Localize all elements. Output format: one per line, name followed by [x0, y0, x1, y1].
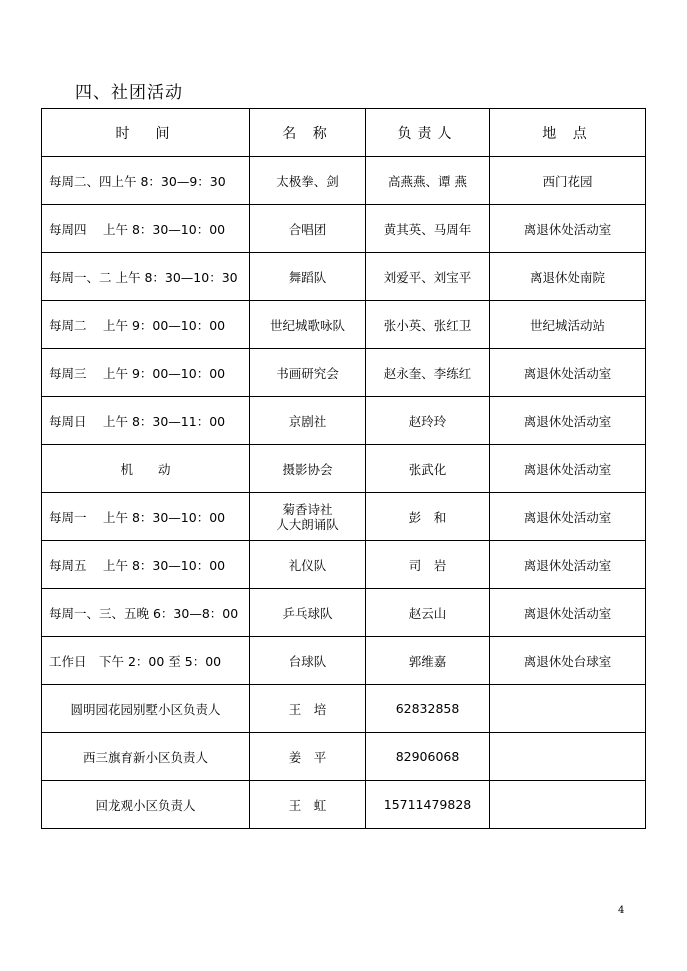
contact-row: [42, 781, 646, 829]
table-row: [42, 397, 646, 445]
club-name-cell: 摄影协会: [250, 445, 366, 493]
leader-cell: 黄其英、马周年: [366, 205, 490, 253]
club-name-cell: 太极拳、剑: [250, 157, 366, 205]
club-name-cell: 台球队: [250, 637, 366, 685]
contact-label-cell: 回龙观小区负责人: [42, 781, 250, 829]
time-cell: 机 动: [42, 445, 250, 493]
time-cell: 每周日 上午 8：30—11：00: [42, 397, 250, 445]
leader-cell: 张武化: [366, 445, 490, 493]
leader-cell: 司 岩: [366, 541, 490, 589]
contact-row: [42, 685, 646, 733]
leader-cell: 赵云山: [366, 589, 490, 637]
contact-phone-cell: 15711479828: [366, 781, 490, 829]
leader-cell: 刘爱平、刘宝平: [366, 253, 490, 301]
place-cell: 离退休处活动室: [490, 589, 646, 637]
table-row: [42, 157, 646, 205]
club-name-cell: 世纪城歌咏队: [250, 301, 366, 349]
time-cell: 每周二 上午 9：00—10：00: [42, 301, 250, 349]
club-name-cell: 乒乓球队: [250, 589, 366, 637]
leader-cell: 彭 和: [366, 493, 490, 541]
contact-label-cell: 西三旗育新小区负责人: [42, 733, 250, 781]
place-cell: 离退休处活动室: [490, 397, 646, 445]
table-row: [42, 253, 646, 301]
page-number: 4: [618, 905, 625, 916]
leader-cell: 赵玲玲: [366, 397, 490, 445]
contact-name-cell: 姜 平: [250, 733, 366, 781]
empty-cell: [490, 685, 646, 733]
club-name-cell: 礼仪队: [250, 541, 366, 589]
club-activities-table: [41, 108, 646, 829]
header-place: 地 点: [490, 109, 646, 157]
club-name-cell: 京剧社: [250, 397, 366, 445]
contact-phone-cell: 62832858: [366, 685, 490, 733]
header-leader: 负责人: [366, 109, 490, 157]
club-name-cell: 合唱团: [250, 205, 366, 253]
contact-name-cell: 王 培: [250, 685, 366, 733]
time-cell: 每周五 上午 8：30—10：00: [42, 541, 250, 589]
table-row: [42, 349, 646, 397]
place-cell: 离退休处活动室: [490, 541, 646, 589]
empty-cell: [490, 781, 646, 829]
club-name-cell: [250, 493, 366, 541]
time-cell: 每周一、二 上午 8：30—10：30: [42, 253, 250, 301]
place-cell: 离退休处活动室: [490, 205, 646, 253]
contact-phone-cell: 82906068: [366, 733, 490, 781]
contact-label-cell: 圆明园花园别墅小区负责人: [42, 685, 250, 733]
club-name-cell: 舞蹈队: [250, 253, 366, 301]
contact-name-cell: 王 虹: [250, 781, 366, 829]
table-row: [42, 205, 646, 253]
section-title: 四、社团活动: [75, 83, 183, 103]
leader-cell: 郭维嘉: [366, 637, 490, 685]
empty-cell: [490, 733, 646, 781]
header-name: 名 称: [250, 109, 366, 157]
table-header-row: [42, 109, 646, 157]
club-name-line: 菊香诗社: [282, 501, 333, 517]
place-cell: 世纪城活动站: [490, 301, 646, 349]
time-cell: 每周二、四上午 8：30—9：30: [42, 157, 250, 205]
table-row: [42, 541, 646, 589]
place-cell: 离退休处活动室: [490, 493, 646, 541]
time-cell: 每周一、三、五晚 6：30—8：00: [42, 589, 250, 637]
place-cell: 离退休处台球室: [490, 637, 646, 685]
place-cell: 西门花园: [490, 157, 646, 205]
table-row: [42, 589, 646, 637]
header-time: 时 间: [42, 109, 250, 157]
time-cell: 每周三 上午 9：00—10：00: [42, 349, 250, 397]
time-cell: 每周一 上午 8：30—10：00: [42, 493, 250, 541]
table-row: [42, 445, 646, 493]
time-cell: 每周四 上午 8：30—10：00: [42, 205, 250, 253]
time-cell: 工作日 下午 2：00 至 5：00: [42, 637, 250, 685]
club-name-cell: 书画研究会: [250, 349, 366, 397]
place-cell: 离退休处南院: [490, 253, 646, 301]
place-cell: 离退休处活动室: [490, 445, 646, 493]
place-cell: 离退休处活动室: [490, 349, 646, 397]
leader-cell: 赵永奎、李练红: [366, 349, 490, 397]
contact-row: [42, 733, 646, 781]
leader-cell: 高燕燕、谭 燕: [366, 157, 490, 205]
table-row: [42, 301, 646, 349]
leader-cell: 张小英、张红卫: [366, 301, 490, 349]
table-row: [42, 637, 646, 685]
club-name-line: 人大朗诵队: [276, 516, 339, 532]
table-row: [42, 493, 646, 541]
